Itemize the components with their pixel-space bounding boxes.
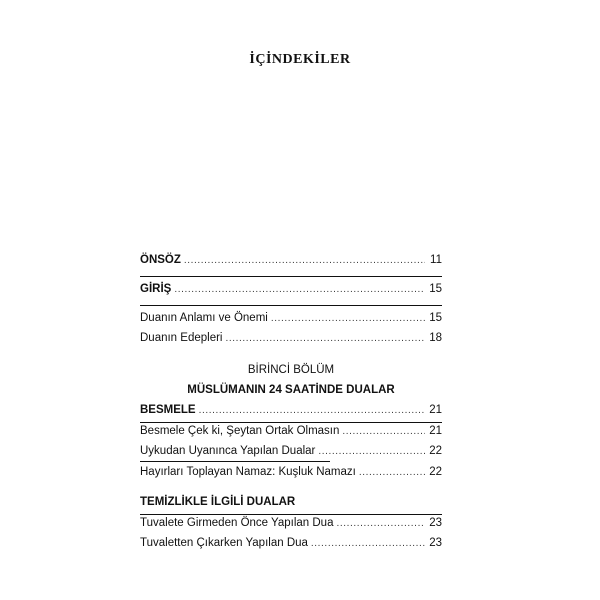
section-heading: TEMİZLİKLE İLGİLİ DUALAR bbox=[140, 496, 296, 508]
toc-front-matter bbox=[140, 254, 442, 352]
toc-entry-label: Tuvalete Girmeden Önce Yapılan Dua bbox=[140, 517, 334, 529]
toc-entry-page: 23 bbox=[429, 517, 442, 529]
dot-leader bbox=[184, 255, 425, 266]
divider bbox=[140, 276, 442, 277]
toc-section-1 bbox=[140, 360, 442, 486]
divider bbox=[140, 514, 442, 515]
toc-section-2 bbox=[140, 496, 442, 557]
section-heading-row bbox=[140, 496, 442, 516]
dot-leader bbox=[199, 405, 425, 416]
toc-entry-label: GİRİŞ bbox=[140, 283, 172, 295]
toc-entry-page: 22 bbox=[429, 445, 442, 457]
divider bbox=[140, 422, 442, 423]
toc-entry-page: 21 bbox=[429, 404, 442, 416]
toc-entry-label: BESMELE bbox=[140, 404, 196, 416]
toc-entry bbox=[140, 404, 442, 424]
dot-leader bbox=[271, 313, 425, 324]
toc-entry-page: 15 bbox=[429, 283, 442, 295]
dot-leader bbox=[359, 467, 425, 478]
divider bbox=[140, 461, 330, 462]
divider bbox=[140, 305, 442, 306]
dot-leader bbox=[311, 538, 425, 549]
toc-entry bbox=[140, 517, 442, 537]
toc-entry-page: 11 bbox=[430, 254, 442, 266]
toc-entry bbox=[140, 254, 442, 274]
section-heading: MÜSLÜMANIN 24 SAATİNDE DUALAR bbox=[187, 384, 395, 396]
toc-entry-page: 23 bbox=[429, 537, 442, 549]
toc-entry-label: Tuvaletten Çıkarken Yapılan Dua bbox=[140, 537, 308, 549]
toc-entry-label: Besmele Çek ki, Şeytan Ortak Olmasın bbox=[140, 425, 340, 437]
toc-entry bbox=[140, 312, 442, 332]
toc-entry-page: 21 bbox=[429, 425, 442, 437]
toc-entry-label: Duanın Edepleri bbox=[140, 332, 223, 344]
toc-entry bbox=[140, 283, 442, 303]
dot-leader bbox=[174, 284, 425, 295]
toc-entry bbox=[140, 466, 442, 486]
toc-entry-label: Duanın Anlamı ve Önemi bbox=[140, 312, 268, 324]
toc-entry-label: ÖNSÖZ bbox=[140, 254, 181, 266]
page-title: İÇİNDEKİLER bbox=[249, 52, 351, 67]
toc-entry bbox=[140, 332, 442, 352]
part-label: BİRİNCİ BÖLÜM bbox=[247, 364, 335, 376]
toc-entry bbox=[140, 425, 442, 445]
toc-entry-label: Uykudan Uyanınca Yapılan Dualar bbox=[140, 445, 316, 457]
toc-entry-label: Hayırları Toplayan Namaz: Kuşluk Namazı bbox=[140, 466, 356, 478]
dot-leader bbox=[318, 446, 425, 457]
dot-leader bbox=[342, 426, 425, 437]
dot-leader bbox=[225, 333, 425, 344]
dot-leader bbox=[336, 518, 425, 529]
toc-entry bbox=[140, 445, 442, 465]
toc-entry bbox=[140, 537, 442, 557]
toc-entry-page: 22 bbox=[429, 466, 442, 478]
toc-entry-page: 15 bbox=[429, 312, 442, 324]
toc-entry-page: 18 bbox=[429, 332, 442, 344]
